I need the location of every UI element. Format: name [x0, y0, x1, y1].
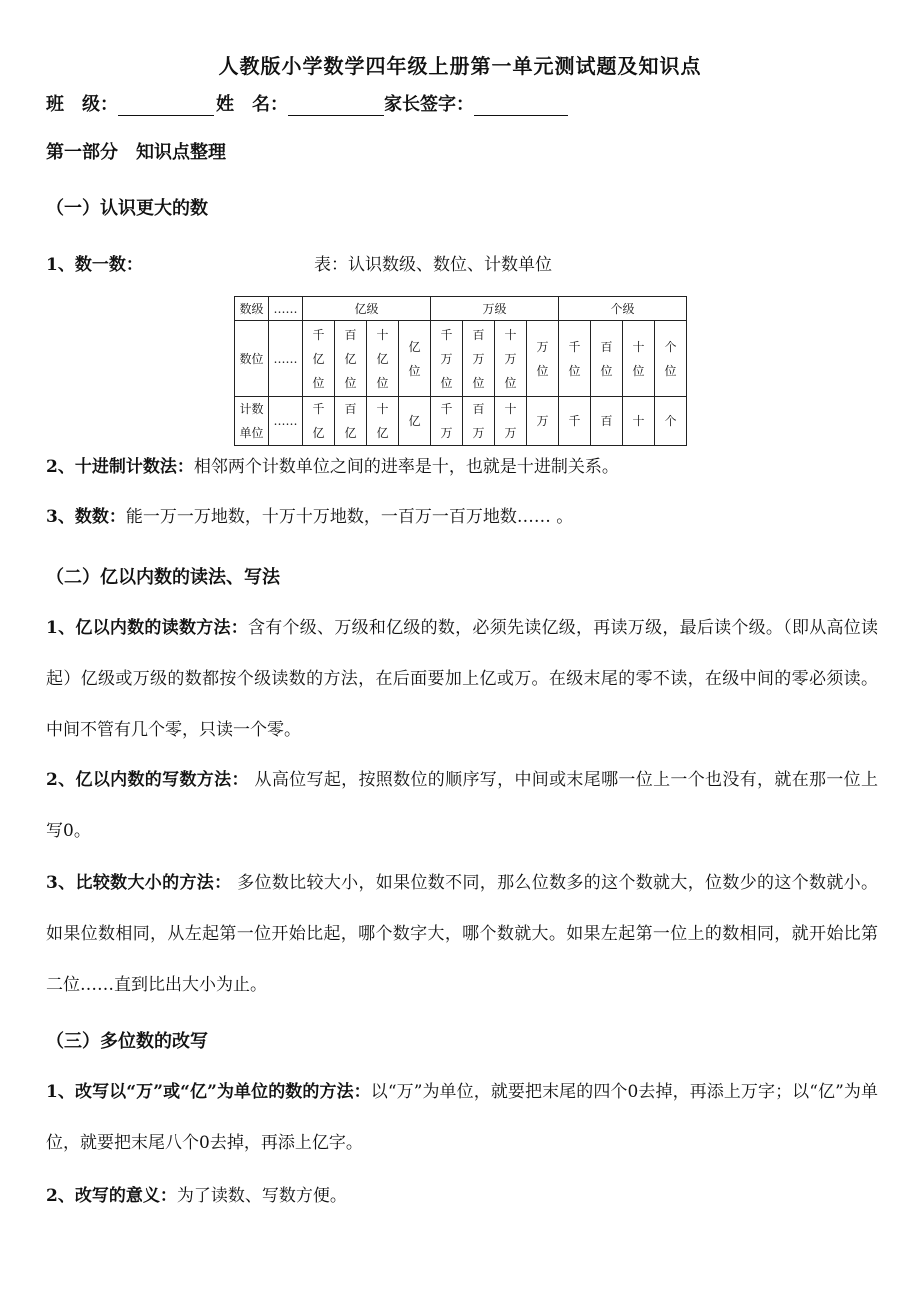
place-cell: 万 位: [527, 321, 559, 397]
header-level: 数级: [235, 297, 269, 321]
parent-sign-label: 家长签字：: [384, 94, 474, 115]
table-caption: 表：认识数级、数位、计数单位: [314, 255, 552, 275]
rewrite-method-paragraph: 1、改写以“万”或“亿”为单位的数的方法：以“万”为单位，就要把末尾的四个0去掉，再添上万字；以“亿”为单位，就要把末尾八个0去掉，再添上亿字。: [46, 1082, 878, 1153]
section2-heading: （二）亿以内数的读法、写法: [46, 567, 280, 588]
level-yi: 亿级: [303, 297, 431, 321]
unit-cell: 十 万: [495, 397, 527, 446]
place-cell: 千 万 位: [431, 321, 463, 397]
rewrite-meaning-paragraph: 2、改写的意义：为了读数、写数方便。: [46, 1186, 347, 1206]
unit-cell: 百: [591, 397, 623, 446]
parent-sign-blank[interactable]: [474, 95, 568, 116]
class-blank[interactable]: [118, 95, 214, 116]
class-label: 班 级：: [46, 94, 118, 115]
dots-cell: ……: [269, 321, 303, 397]
counting-paragraph: 3、数数：能一万一万地数，十万十万地数，一百万一百万地数…… 。: [46, 507, 574, 527]
unit-cell: 十 亿: [367, 397, 399, 446]
place-cell: 千 亿 位: [303, 321, 335, 397]
place-cell: 亿 位: [399, 321, 431, 397]
count-label: 1、数一数：: [46, 255, 143, 275]
writing-method-paragraph: 2、亿以内数的写数方法： 从高位写起，按照数位的顺序写，中间或末尾哪一位上一个也没有，就在那一位上写0。: [46, 770, 879, 841]
unit-cell: 万: [527, 397, 559, 446]
place-cell: 个 位: [655, 321, 687, 397]
unit-cell: 个: [655, 397, 687, 446]
name-label: 姓 名：: [216, 94, 288, 115]
unit-cell: 千 万: [431, 397, 463, 446]
compare-method-paragraph: 3、比较数大小的方法： 多位数比较大小，如果位数不同，那么位数多的这个数就大，位数少的这个数就小。如果位数相同，从左起第一位开始比起，哪个数字大，哪个数就大。如果左起第一位上的数相同，就开始比第二位……直到比出大小为止。: [46, 873, 878, 995]
section1-heading: （一）认识更大的数: [46, 198, 208, 219]
header-place: 数位: [235, 321, 269, 397]
part1-heading: 第一部分 知识点整理: [46, 142, 226, 163]
place-cell: 千 位: [559, 321, 591, 397]
unit-cell: 百 亿: [335, 397, 367, 446]
place-cell: 百 亿 位: [335, 321, 367, 397]
place-cell: 十 位: [623, 321, 655, 397]
unit-cell: 十: [623, 397, 655, 446]
unit-cell: 亿: [399, 397, 431, 446]
name-blank[interactable]: [288, 95, 384, 116]
place-value-table: [234, 296, 687, 446]
level-ge: 个级: [559, 297, 687, 321]
place-cell: 百 万 位: [463, 321, 495, 397]
unit-cell: 千 亿: [303, 397, 335, 446]
header-unit: 计数 单位: [235, 397, 269, 446]
dots-cell: ……: [269, 397, 303, 446]
place-cell: 百 位: [591, 321, 623, 397]
unit-cell: 千: [559, 397, 591, 446]
student-info-row: [46, 90, 568, 116]
unit-cell: 百 万: [463, 397, 495, 446]
place-cell: 十 亿 位: [367, 321, 399, 397]
page-title: 人教版小学数学四年级上册第一单元测试题及知识点: [218, 54, 702, 78]
reading-method-paragraph: 1、亿以内数的读数方法：含有个级、万级和亿级的数，必须先读亿级，再读万级，最后读个级。（即从高位读起）亿级或万级的数都按个级读数的方法，在后面要加上亿或万。在级末尾的零不读，在级中间的零必须读。中间不管有几个零，只读一个零。: [46, 618, 879, 740]
decimal-system-paragraph: 2、十进制计数法：相邻两个计数单位之间的进率是十，也就是十进制关系。: [46, 457, 619, 477]
dots-cell: ……: [269, 297, 303, 321]
section3-heading: （三）多位数的改写: [46, 1031, 208, 1052]
place-cell: 十 万 位: [495, 321, 527, 397]
level-wan: 万级: [431, 297, 559, 321]
